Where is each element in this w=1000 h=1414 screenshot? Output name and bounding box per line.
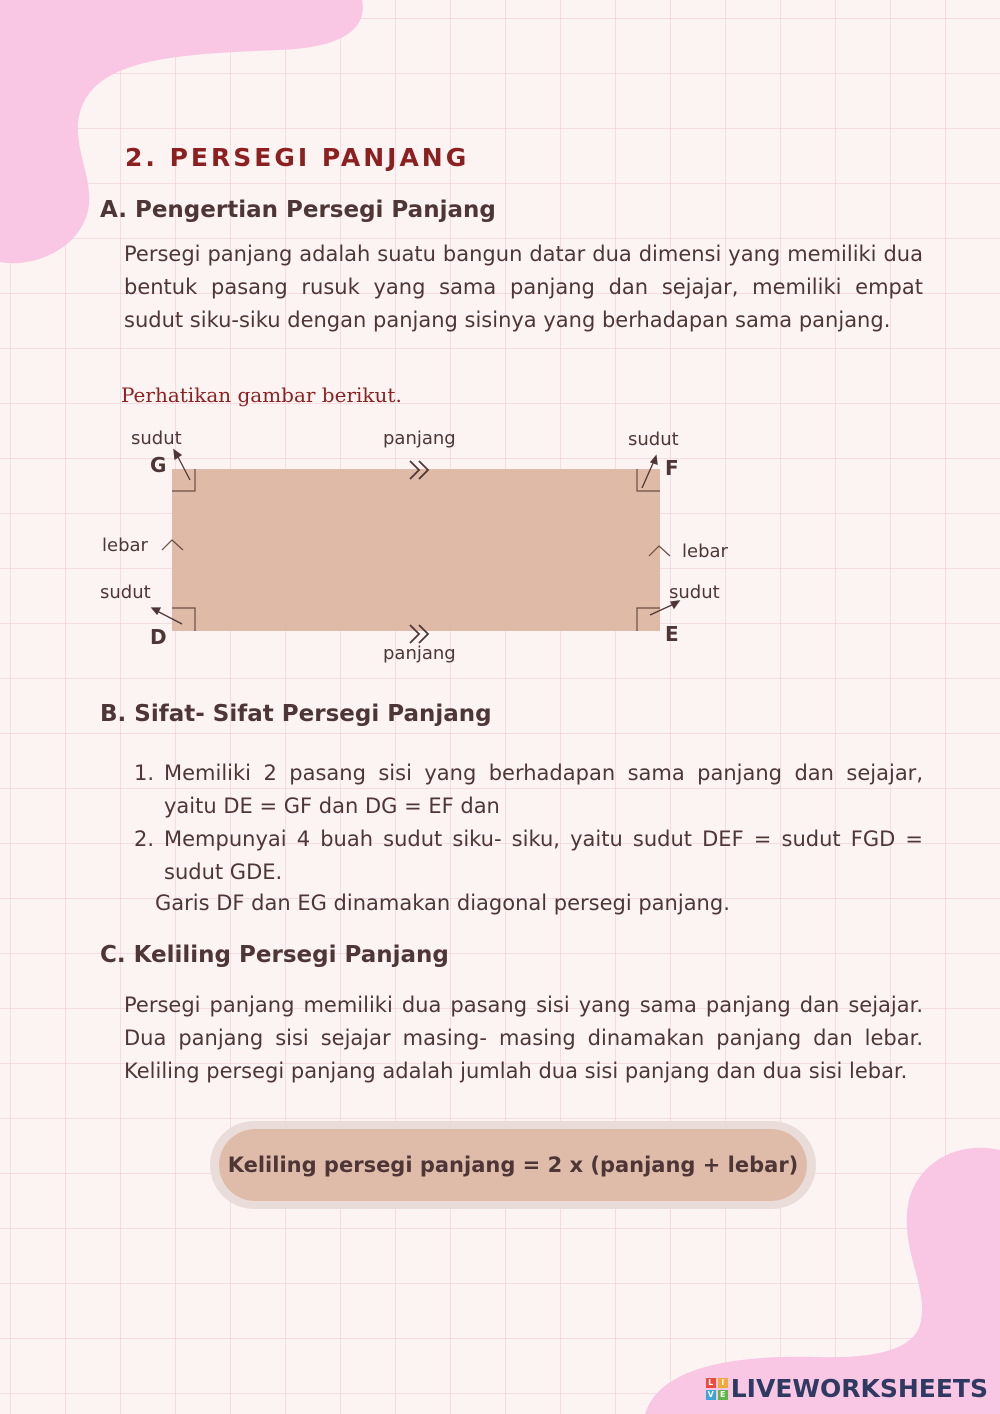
heading-pengertian: A. Pengertian Persegi Panjang — [100, 197, 496, 223]
list-number: 2. — [134, 827, 155, 851]
list-text: Mempunyai 4 buah sudut siku- siku, yaitu sudut DEF = sudut FGD = sudut GDE. — [164, 827, 923, 884]
list-number: 1. — [134, 761, 155, 785]
list-item — [134, 823, 923, 889]
label-left-lebar: lebar — [102, 535, 148, 556]
logo-text: LIVEWORKSHEETS — [730, 1374, 988, 1403]
liveworksheets-logo — [706, 1374, 988, 1403]
formula-box — [219, 1129, 807, 1201]
label-corner-bl: sudut — [100, 582, 151, 603]
perimeter-paragraph: Persegi panjang memiliki dua pasang sisi yang sama panjang dan sejajar. Dua panjang sisi sejajar masing- masing dinamakan panjang dan lebar. Keliling persegi panjang adalah jumlah dua sisi panjang dan dua sisi lebar. — [124, 993, 923, 1083]
diagonal-note: Garis DF dan EG dinamakan diagonal persegi panjang. — [155, 891, 730, 915]
logo-icon — [706, 1378, 728, 1400]
vertex-f: F — [665, 456, 679, 480]
formula-text: Keliling persegi panjang = 2 x (panjang + lebar) — [227, 1153, 799, 1177]
heading-keliling: C. Keliling Persegi Panjang — [100, 942, 449, 968]
label-right-lebar: lebar — [682, 541, 728, 562]
rectangle-shape — [172, 469, 660, 631]
label-corner-br: sudut — [669, 582, 720, 603]
logo-letter: V — [707, 1389, 714, 1399]
page-title: 2. PERSEGI PANJANG — [125, 143, 470, 172]
list-text: Memiliki 2 pasang sisi yang berhadapan sama panjang dan sejajar, yaitu DE = GF dan DG = EF dan — [164, 761, 923, 818]
vertex-e: E — [665, 622, 679, 646]
label-top-panjang: panjang — [383, 428, 456, 449]
logo-letter: E — [718, 1390, 728, 1400]
logo-letter: L — [706, 1378, 716, 1388]
vertex-d: D — [150, 625, 167, 649]
label-corner-tl: sudut — [131, 428, 182, 449]
definition-paragraph: Persegi panjang adalah suatu bangun datar dua dimensi yang memiliki dua bentuk pasang rusuk yang sama panjang dan sejajar, memiliki empat sudut siku-siku dengan panjang sisinya yang berhadapan sama panjang. — [124, 242, 923, 332]
properties-list — [134, 757, 923, 889]
label-bottom-panjang: panjang — [383, 643, 456, 664]
logo-letter: I — [718, 1378, 728, 1388]
label-corner-tr: sudut — [628, 429, 679, 450]
rectangle-diagram — [0, 0, 1000, 700]
vertex-g: G — [150, 453, 167, 477]
figure-note: Perhatikan gambar berikut. — [121, 383, 402, 407]
list-item — [134, 757, 923, 823]
heading-sifat: B. Sifat- Sifat Persegi Panjang — [100, 701, 492, 727]
